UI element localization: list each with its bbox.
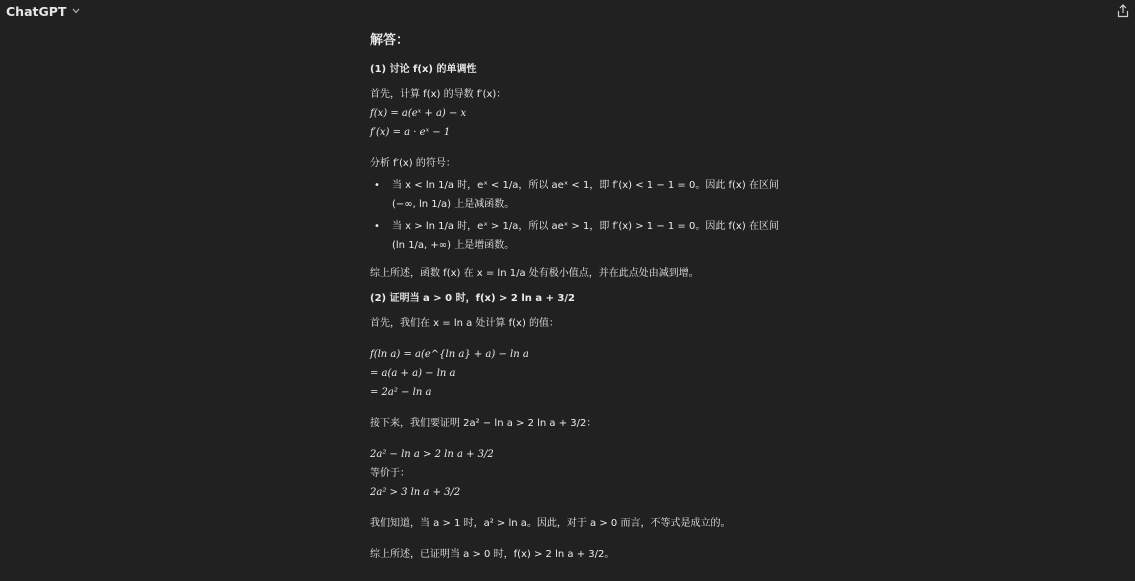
equivalent-label: 等价于： bbox=[370, 468, 410, 479]
list-item bbox=[370, 217, 830, 255]
evaluate-intro: 首先，我们在 x = ln a 处计算 f(x) 的值： bbox=[370, 318, 560, 329]
reasoning-text: 我们知道，当 a > 1 时，a² > ln a。因此，对于 a > 0 而言，不等式是成立的。 bbox=[370, 518, 731, 529]
part2-heading: (2) 证明当 a > 0 时，f(x) > 2 ln a + 3/2 bbox=[370, 293, 575, 304]
equation-f-prime: f′(x) = a · eˣ − 1 bbox=[370, 127, 451, 138]
equation-f: f(x) = a(eˣ + a) − x bbox=[370, 108, 467, 119]
inequality-2: 2a² > 3 ln a + 3/2 bbox=[370, 487, 461, 498]
summary-part2: 综上所述，已证明当 a > 0 时，f(x) > 2 ln a + 3/2。 bbox=[370, 549, 615, 560]
equation-step2: = a(a + a) − ln a bbox=[370, 368, 456, 379]
equation-step3: = 2a² − ln a bbox=[370, 387, 432, 398]
bullet2-line2: (ln 1/a, +∞) 上是增函数。 bbox=[392, 240, 515, 251]
bullet2-line1: • 当 x > ln 1/a 时，eˣ > 1/a，所以 aeˣ > 1，即 f′(x) > 1 − 1 = 0。因此 f(x) 在区间 bbox=[392, 221, 779, 232]
chevron-down-icon bbox=[72, 7, 80, 17]
list-item bbox=[370, 176, 830, 214]
app-title: ChatGPT bbox=[6, 4, 67, 19]
derivative-intro: 首先，计算 f(x) 的导数 f′(x)： bbox=[370, 89, 507, 100]
bullet1-line1: • 当 x < ln 1/a 时，eˣ < 1/a，所以 aeˣ < 1，即 f′(x) < 1 − 1 = 0。因此 f(x) 在区间 bbox=[392, 180, 779, 191]
prove-intro: 接下来，我们要证明 2a² − ln a > 2 ln a + 3/2： bbox=[370, 418, 597, 429]
summary-part1: 综上所述，函数 f(x) 在 x = ln 1/a 处有极小值点，并在此点处由减到增。 bbox=[370, 268, 699, 279]
equation-f-ln-a: f(ln a) = a(e^{ln a} + a) − ln a bbox=[370, 349, 529, 360]
inequality-1: 2a² − ln a > 2 ln a + 3/2 bbox=[370, 449, 494, 460]
sign-analysis-intro: 分析 f′(x) 的符号： bbox=[370, 158, 456, 169]
answer-title: 解答： bbox=[370, 33, 410, 48]
model-selector[interactable] bbox=[6, 4, 80, 19]
part1-heading: (1) 讨论 f(x) 的单调性 bbox=[370, 64, 477, 75]
top-bar bbox=[0, 0, 1135, 26]
monotonicity-list bbox=[370, 176, 830, 255]
share-icon[interactable] bbox=[1117, 3, 1131, 19]
assistant-message bbox=[370, 30, 830, 564]
bullet1-line2: (−∞, ln 1/a) 上是减函数。 bbox=[392, 199, 515, 210]
